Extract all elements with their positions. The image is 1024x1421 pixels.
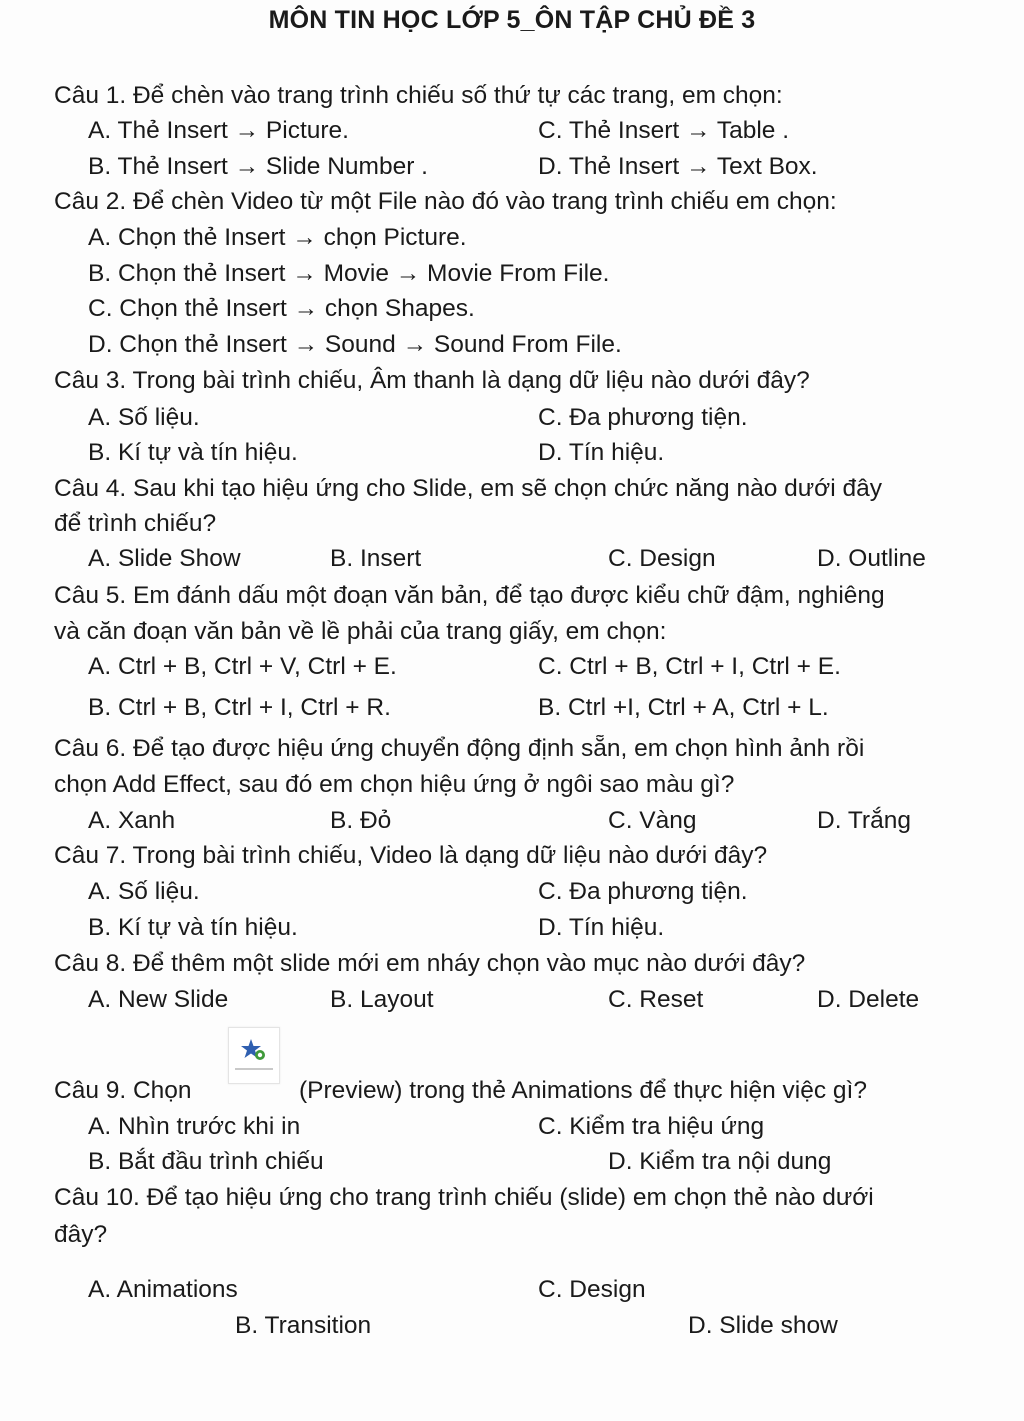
q8-choice-b: B. Layout <box>330 986 434 1013</box>
question-5-line-2: và căn đoạn văn bản về lề phải của trang giấy, em chọn: <box>54 618 667 645</box>
page-title: MÔN TIN HỌC LỚP 5_ÔN TẬP CHỦ ĐỀ 3 <box>268 6 756 34</box>
q3-choice-a: A. Số liệu. <box>88 404 200 431</box>
q7-choice-d: D. Tín hiệu. <box>538 914 665 941</box>
q1-choice-a: A. Thẻ Insert → Picture. <box>88 117 349 144</box>
q10-choice-a: A. Animations <box>88 1276 238 1303</box>
question-1: Câu 1. Để chèn vào trang trình chiếu số thứ tự các trang, em chọn: <box>54 82 783 109</box>
q6-choice-b: B. Đỏ <box>330 807 392 834</box>
q5-choice-c: C. Ctrl + B, Ctrl + I, Ctrl + E. <box>538 653 841 680</box>
question-9-prefix: Câu 9. Chọn <box>54 1077 192 1104</box>
question-10-line-1: Câu 10. Để tạo hiệu ứng cho trang trình chiếu (slide) em chọn thẻ nào dưới <box>54 1184 874 1211</box>
q4-choice-d: D. Outline <box>817 545 926 572</box>
q6-choice-c: C. Vàng <box>608 807 697 834</box>
q5-choice-d: B. Ctrl +I, Ctrl + A, Ctrl + L. <box>538 694 829 721</box>
question-4-line-2: để trình chiếu? <box>54 510 217 537</box>
q3-choice-d: D. Tín hiệu. <box>538 439 665 466</box>
q7-choice-c: C. Đa phương tiện. <box>538 878 748 905</box>
q5-choice-a: A. Ctrl + B, Ctrl + V, Ctrl + E. <box>88 653 397 680</box>
q9-choice-b: B. Bắt đầu trình chiếu <box>88 1148 324 1175</box>
q2-choice-c: C. Chọn thẻ Insert → chọn Shapes. <box>88 295 475 322</box>
q9-choice-d: D. Kiểm tra nội dung <box>608 1148 832 1175</box>
q8-choice-d: D. Delete <box>817 986 920 1013</box>
preview-star-icon <box>228 1027 280 1084</box>
q9-choice-c: C. Kiểm tra hiệu ứng <box>538 1113 765 1140</box>
q3-choice-b: B. Kí tự và tín hiệu. <box>88 439 298 466</box>
q4-choice-b: B. Insert <box>330 545 422 572</box>
q10-choice-d: D. Slide show <box>688 1312 838 1339</box>
question-10-line-2: đây? <box>54 1221 108 1248</box>
question-6-line-2: chọn Add Effect, sau đó em chọn hiệu ứng ở ngôi sao màu gì? <box>54 771 735 798</box>
question-8: Câu 8. Để thêm một slide mới em nháy chọn vào mục nào dưới đây? <box>54 950 806 977</box>
q2-choice-b: B. Chọn thẻ Insert → Movie → Movie From File. <box>88 260 610 287</box>
q10-choice-b: B. Transition <box>235 1312 372 1339</box>
q5-choice-b: B. Ctrl + B, Ctrl + I, Ctrl + R. <box>88 694 391 721</box>
q3-choice-c: C. Đa phương tiện. <box>538 404 748 431</box>
question-3: Câu 3. Trong bài trình chiếu, Âm thanh là dạng dữ liệu nào dưới đây? <box>54 367 810 394</box>
question-2: Câu 2. Để chèn Video từ một File nào đó vào trang trình chiếu em chọn: <box>54 188 837 215</box>
q8-choice-c: C. Reset <box>608 986 704 1013</box>
star-icon <box>241 1038 267 1062</box>
q6-choice-d: D. Trắng <box>817 807 911 834</box>
q1-choice-b: B. Thẻ Insert → Slide Number . <box>88 153 428 180</box>
q6-choice-a: A. Xanh <box>88 807 176 834</box>
q4-choice-a: A. Slide Show <box>88 545 241 572</box>
question-7: Câu 7. Trong bài trình chiếu, Video là dạng dữ liệu nào dưới đây? <box>54 842 768 869</box>
q2-choice-a: A. Chọn thẻ Insert → chọn Picture. <box>88 224 467 251</box>
question-6-line-1: Câu 6. Để tạo được hiệu ứng chuyển động định sẵn, em chọn hình ảnh rồi <box>54 735 865 762</box>
q2-choice-d: D. Chọn thẻ Insert → Sound → Sound From File. <box>88 331 622 358</box>
question-5-line-1: Câu 5. Em đánh dấu một đoạn văn bản, để tạo được kiểu chữ đậm, nghiêng <box>54 582 885 609</box>
question-4-line-1: Câu 4. Sau khi tạo hiệu ứng cho Slide, em sẽ chọn chức năng nào dưới đây <box>54 475 882 502</box>
question-9-suffix: (Preview) trong thẻ Animations để thực hiện việc gì? <box>299 1077 867 1104</box>
q7-choice-a: A. Số liệu. <box>88 878 200 905</box>
q9-choice-a: A. Nhìn trước khi in <box>88 1113 301 1140</box>
q1-choice-d: D. Thẻ Insert → Text Box. <box>538 153 818 180</box>
q10-choice-c: C. Design <box>538 1276 646 1303</box>
q7-choice-b: B. Kí tự và tín hiệu. <box>88 914 298 941</box>
q8-choice-a: A. New Slide <box>88 986 229 1013</box>
q4-choice-c: C. Design <box>608 545 716 572</box>
q1-choice-c: C. Thẻ Insert → Table . <box>538 117 790 144</box>
